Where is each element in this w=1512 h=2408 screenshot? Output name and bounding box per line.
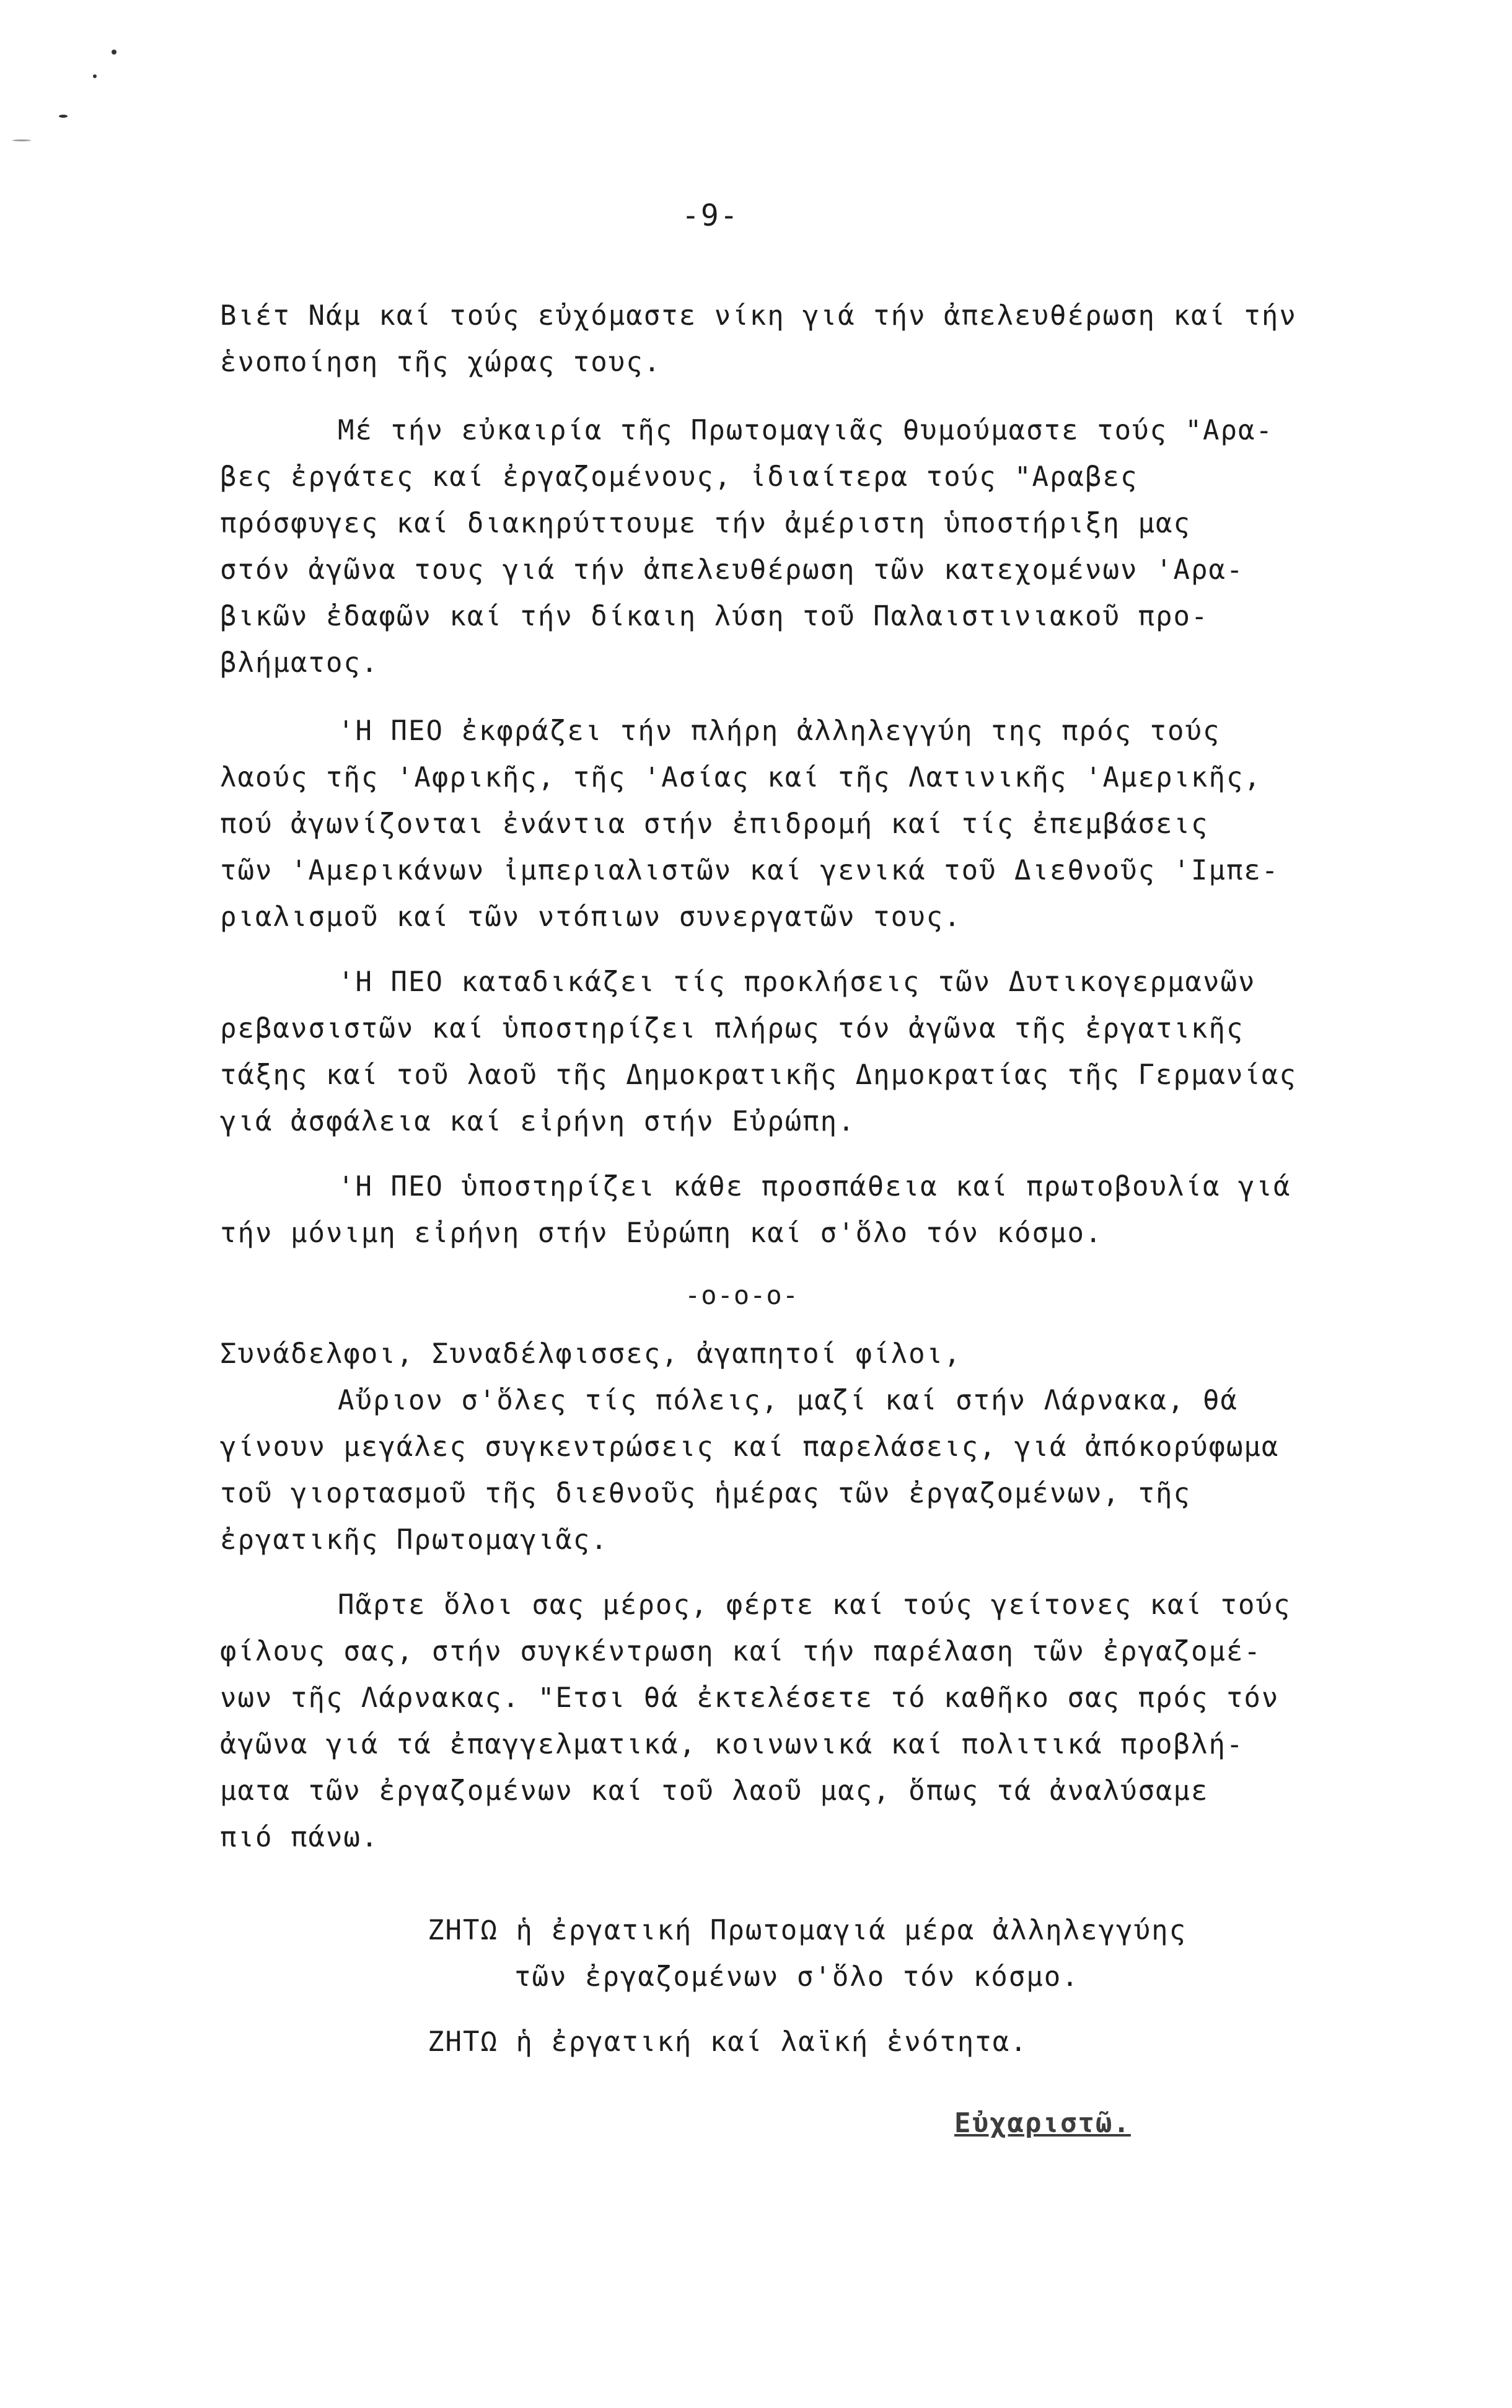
slogan-line: τῶν ἐργαζομένων σ'ὅλο τόν κόσμο. (514, 1961, 1079, 1993)
body-text-line: ριαλισμοῦ καί τῶν ντόπιων συνεργατῶν τους. (220, 901, 962, 933)
body-text-line: φίλους σας, στήν συγκέντρωση καί τήν παρέλαση τῶν ἐργαζομέ- (220, 1636, 1262, 1667)
body-text-line: Συνάδελφοι, Συναδέλφισσες, ἀγαπητοί φίλοι, (220, 1338, 962, 1370)
body-text-line: Βιέτ Νάμ καί τούς εὐχόμαστε νίκη γιά τήν ἀπελευθέρωση καί τήν (220, 300, 1297, 332)
body-text-line: νων τῆς Λάρνακας. "Ετσι θά ἐκτελέσετε τό καθῆκο σας πρός τόν (220, 1682, 1280, 1714)
body-text-line: τῶν 'Αμερικάνων ἰμπεριαλιστῶν καί γενικά τοῦ Διεθνοῦς 'Ιμπε- (220, 855, 1280, 886)
scan-speck (12, 139, 31, 141)
body-text-line: Πᾶρτε ὅλοι σας μέρος, φέρτε καί τούς γείτονες καί τούς (338, 1589, 1291, 1621)
page-number: -9- (682, 198, 739, 233)
body-text-line: βικῶν ἐδαφῶν καί τήν δίκαιη λύση τοῦ Παλαιστινιακοῦ προ- (220, 601, 1209, 632)
body-text-line: ἀγῶνα γιά τά ἐπαγγελματικά, κοινωνικά καί πολιτικά προβλή- (220, 1729, 1244, 1760)
body-text-line: τοῦ γιορτασμοῦ τῆς διεθνοῦς ἡμέρας τῶν ἐργαζομένων, τῆς (220, 1478, 1191, 1509)
body-text-line: ἑνοποίηση τῆς χώρας τους. (220, 346, 662, 378)
body-text-line: γίνουν μεγάλες συγκεντρώσεις καί παρελάσεις, γιά ἀπόκορύφωμα (220, 1431, 1280, 1463)
body-text-line: Μέ τήν εὐκαιρία τῆς Πρωτομαγιᾶς θυμούμαστε τούς "Αρα- (338, 415, 1273, 446)
body-text-line: 'Η ΠΕΟ ὑποστηρίζει κάθε προσπάθεια καί πρωτοβουλία γιά (338, 1171, 1291, 1202)
body-text-line: βες ἐργάτες καί ἐργαζομένους, ἰδιαίτερα τούς "Αραβες (220, 461, 1138, 493)
body-text-line: πρόσφυγες καί διακηρύττουμε τήν ἀμέριστη ὑποστήριξη μας (220, 508, 1191, 539)
body-text-line: ἐργατικῆς Πρωτομαγιᾶς. (220, 1524, 609, 1556)
scan-speck (59, 115, 68, 118)
body-text-line: πού ἀγωνίζονται ἐνάντια στήν ἐπιδρομή καί τίς ἐπεμβάσεις (220, 808, 1209, 840)
slogan-line: ΖΗΤΩ ἡ ἐργατική καί λαϊκή ἑνότητα. (428, 2026, 1028, 2058)
body-text-line: ρεβανσιστῶν καί ὑποστηρίζει πλήρως τόν ἀγῶνα τῆς ἐργατικῆς (220, 1013, 1244, 1044)
body-text-line: Αὔριον σ'ὅλες τίς πόλεις, μαζί καί στήν Λάρνακα, θά (338, 1385, 1239, 1416)
body-text-line: βλήματος. (220, 647, 379, 679)
body-text-line: τήν μόνιμη εἰρήνη στήν Εὐρώπη καί σ'ὅλο τόν κόσμο. (220, 1217, 1103, 1249)
slogan-line: ΖΗΤΩ ἡ ἐργατική Πρωτομαγιά μέρα ἀλληλεγγύης (428, 1915, 1187, 1946)
body-text-line: 'Η ΠΕΟ καταδικάζει τίς προκλήσεις τῶν Δυτικογερμανῶν (338, 966, 1256, 998)
section-divider: -o-o-o- (685, 1280, 799, 1310)
body-text-line: ματα τῶν ἐργαζομένων καί τοῦ λαοῦ μας, ὅπως τά ἀναλύσαμε (220, 1775, 1209, 1807)
body-text-line: πιό πάνω. (220, 1822, 379, 1853)
scan-speck (93, 74, 97, 78)
body-text-line: γιά ἀσφάλεια καί εἰρήνη στήν Εὐρώπη. (220, 1106, 856, 1137)
body-text-line: τάξης καί τοῦ λαοῦ τῆς Δημοκρατικῆς Δημοκρατίας τῆς Γερμανίας (220, 1059, 1297, 1091)
body-text-line: λαούς τῆς 'Αφρικῆς, τῆς 'Ασίας καί τῆς Λατινικῆς 'Αμερικῆς, (220, 762, 1262, 793)
signoff: Εὐχαριστῶ. (954, 2107, 1131, 2139)
body-text-line: 'Η ΠΕΟ ἐκφράζει τήν πλήρη ἀλληλεγγύη της πρός τούς (338, 715, 1221, 747)
scan-speck (112, 50, 116, 55)
body-text-line: στόν ἀγῶνα τους γιά τήν ἀπελευθέρωση τῶν κατεχομένων 'Αρα- (220, 554, 1244, 586)
